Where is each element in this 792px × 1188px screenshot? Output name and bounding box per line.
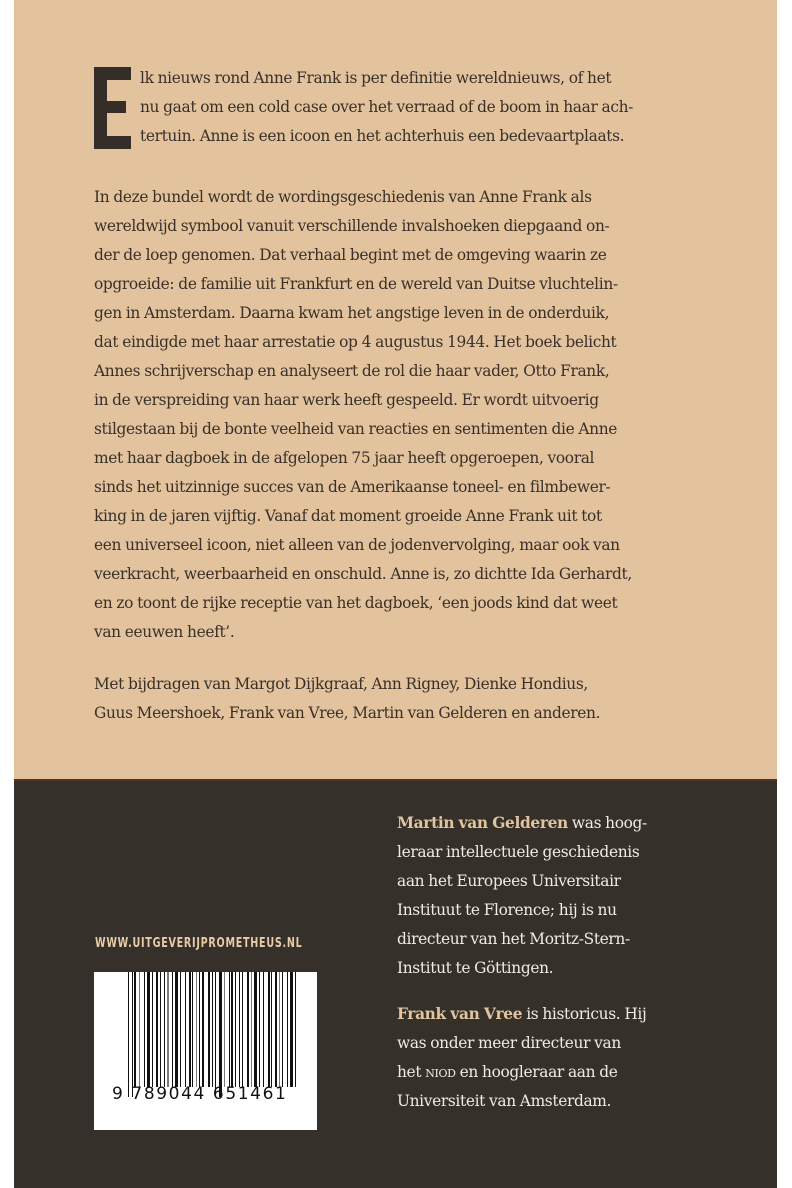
bio-line: aan het Europees Universitair — [397, 872, 621, 890]
contributors-line: Guus Meershoek, Frank van Vree, Martin van Gelderen en anderen. — [94, 704, 601, 722]
description-line: veerkracht, weerbaarheid en onschuld. Anne is, zo dichtte Ida Gerhardt, — [94, 565, 632, 583]
description-line: Annes schrijverschap en analyseert de rol die haar vader, Otto Frank, — [94, 362, 610, 380]
publisher-url[interactable]: WWW.UITGEVERIJPROMETHEUS.NL — [95, 936, 303, 951]
author-panel — [14, 779, 777, 1188]
bio-line: het niod en hoogleraar aan de — [397, 1063, 618, 1081]
description-line: dat eindigde met haar arrestatie op 4 augustus 1944. Het boek belicht — [94, 333, 617, 351]
description-line: stilgestaan bij de bonte veelheid van reacties en sentimenten die Anne — [94, 420, 618, 438]
bio-line: Frank van Vree is historicus. Hij — [397, 1005, 647, 1023]
bio-line: directeur van het Moritz-Stern- — [397, 930, 630, 948]
description-line: van eeuwen heeft’. — [94, 623, 235, 641]
description-line: wereldwijd symbool vanuit verschillende invalshoeken diepgaand on- — [94, 217, 610, 235]
isbn-number: 9 789044 651461 — [112, 1084, 288, 1104]
intro-line: lk nieuws rond Anne Frank is per definitie wereldnieuws, of het — [140, 69, 612, 87]
description-line: met haar dagboek in de afgelopen 75 jaar heeft opgeroepen, vooral — [94, 449, 595, 467]
description-paragraph — [94, 183, 734, 647]
description-line: opgroeide: de familie uit Frankfurt en de wereld van Duitse vluchtelin- — [94, 275, 618, 293]
bio-line: Martin van Gelderen was hoog- — [397, 814, 647, 832]
description-line: gen in Amsterdam. Daarna kwam het angstige leven in de onderduik, — [94, 304, 610, 322]
barcode-bars — [128, 972, 296, 1097]
description-line: een universeel icoon, niet alleen van de jodenvervolging, maar ook van — [94, 536, 620, 554]
intro-text — [140, 64, 720, 151]
author-name: Frank van Vree — [397, 1005, 523, 1023]
isbn-barcode — [94, 972, 317, 1130]
description-line: in de verspreiding van haar werk heeft gespeeld. Er wordt uitvoerig — [94, 391, 599, 409]
bio-line: leraar intellectuele geschiedenis — [397, 843, 640, 861]
description-line: der de loep genomen. Dat verhaal begint met de omgeving waarin ze — [94, 246, 607, 264]
bio-line: Institut te Göttingen. — [397, 959, 554, 977]
contributors-paragraph — [94, 670, 734, 728]
intro-line: tertuin. Anne is een icoon en het achterhuis een bedevaartplaats. — [140, 127, 625, 145]
author-bio-martin-van-gelderen — [397, 809, 757, 983]
description-line: king in de jaren vijftig. Vanaf dat moment groeide Anne Frank uit tot — [94, 507, 602, 525]
book-back-cover — [14, 0, 777, 1188]
bio-line: Instituut te Florence; hij is nu — [397, 901, 617, 919]
author-name: Martin van Gelderen — [397, 814, 568, 832]
niod-acronym: niod — [425, 1063, 456, 1081]
bio-line: Universiteit van Amsterdam. — [397, 1092, 612, 1110]
bio-line: was onder meer directeur van — [397, 1034, 621, 1052]
drop-cap-e — [94, 67, 131, 149]
description-line: en zo toont de rijke receptie van het dagboek, ‘een joods kind dat weet — [94, 594, 618, 612]
description-line: sinds het uitzinnige succes van de Amerikaanse toneel- en filmbewer- — [94, 478, 611, 496]
intro-line: nu gaat om een cold case over het verraad of de boom in haar ach- — [140, 98, 634, 116]
blurb-panel — [14, 0, 777, 779]
author-bio-frank-van-vree — [397, 1000, 757, 1116]
contributors-line: Met bijdragen van Margot Dijkgraaf, Ann Rigney, Dienke Hondius, — [94, 675, 588, 693]
description-line: In deze bundel wordt de wordingsgeschiedenis van Anne Frank als — [94, 188, 592, 206]
